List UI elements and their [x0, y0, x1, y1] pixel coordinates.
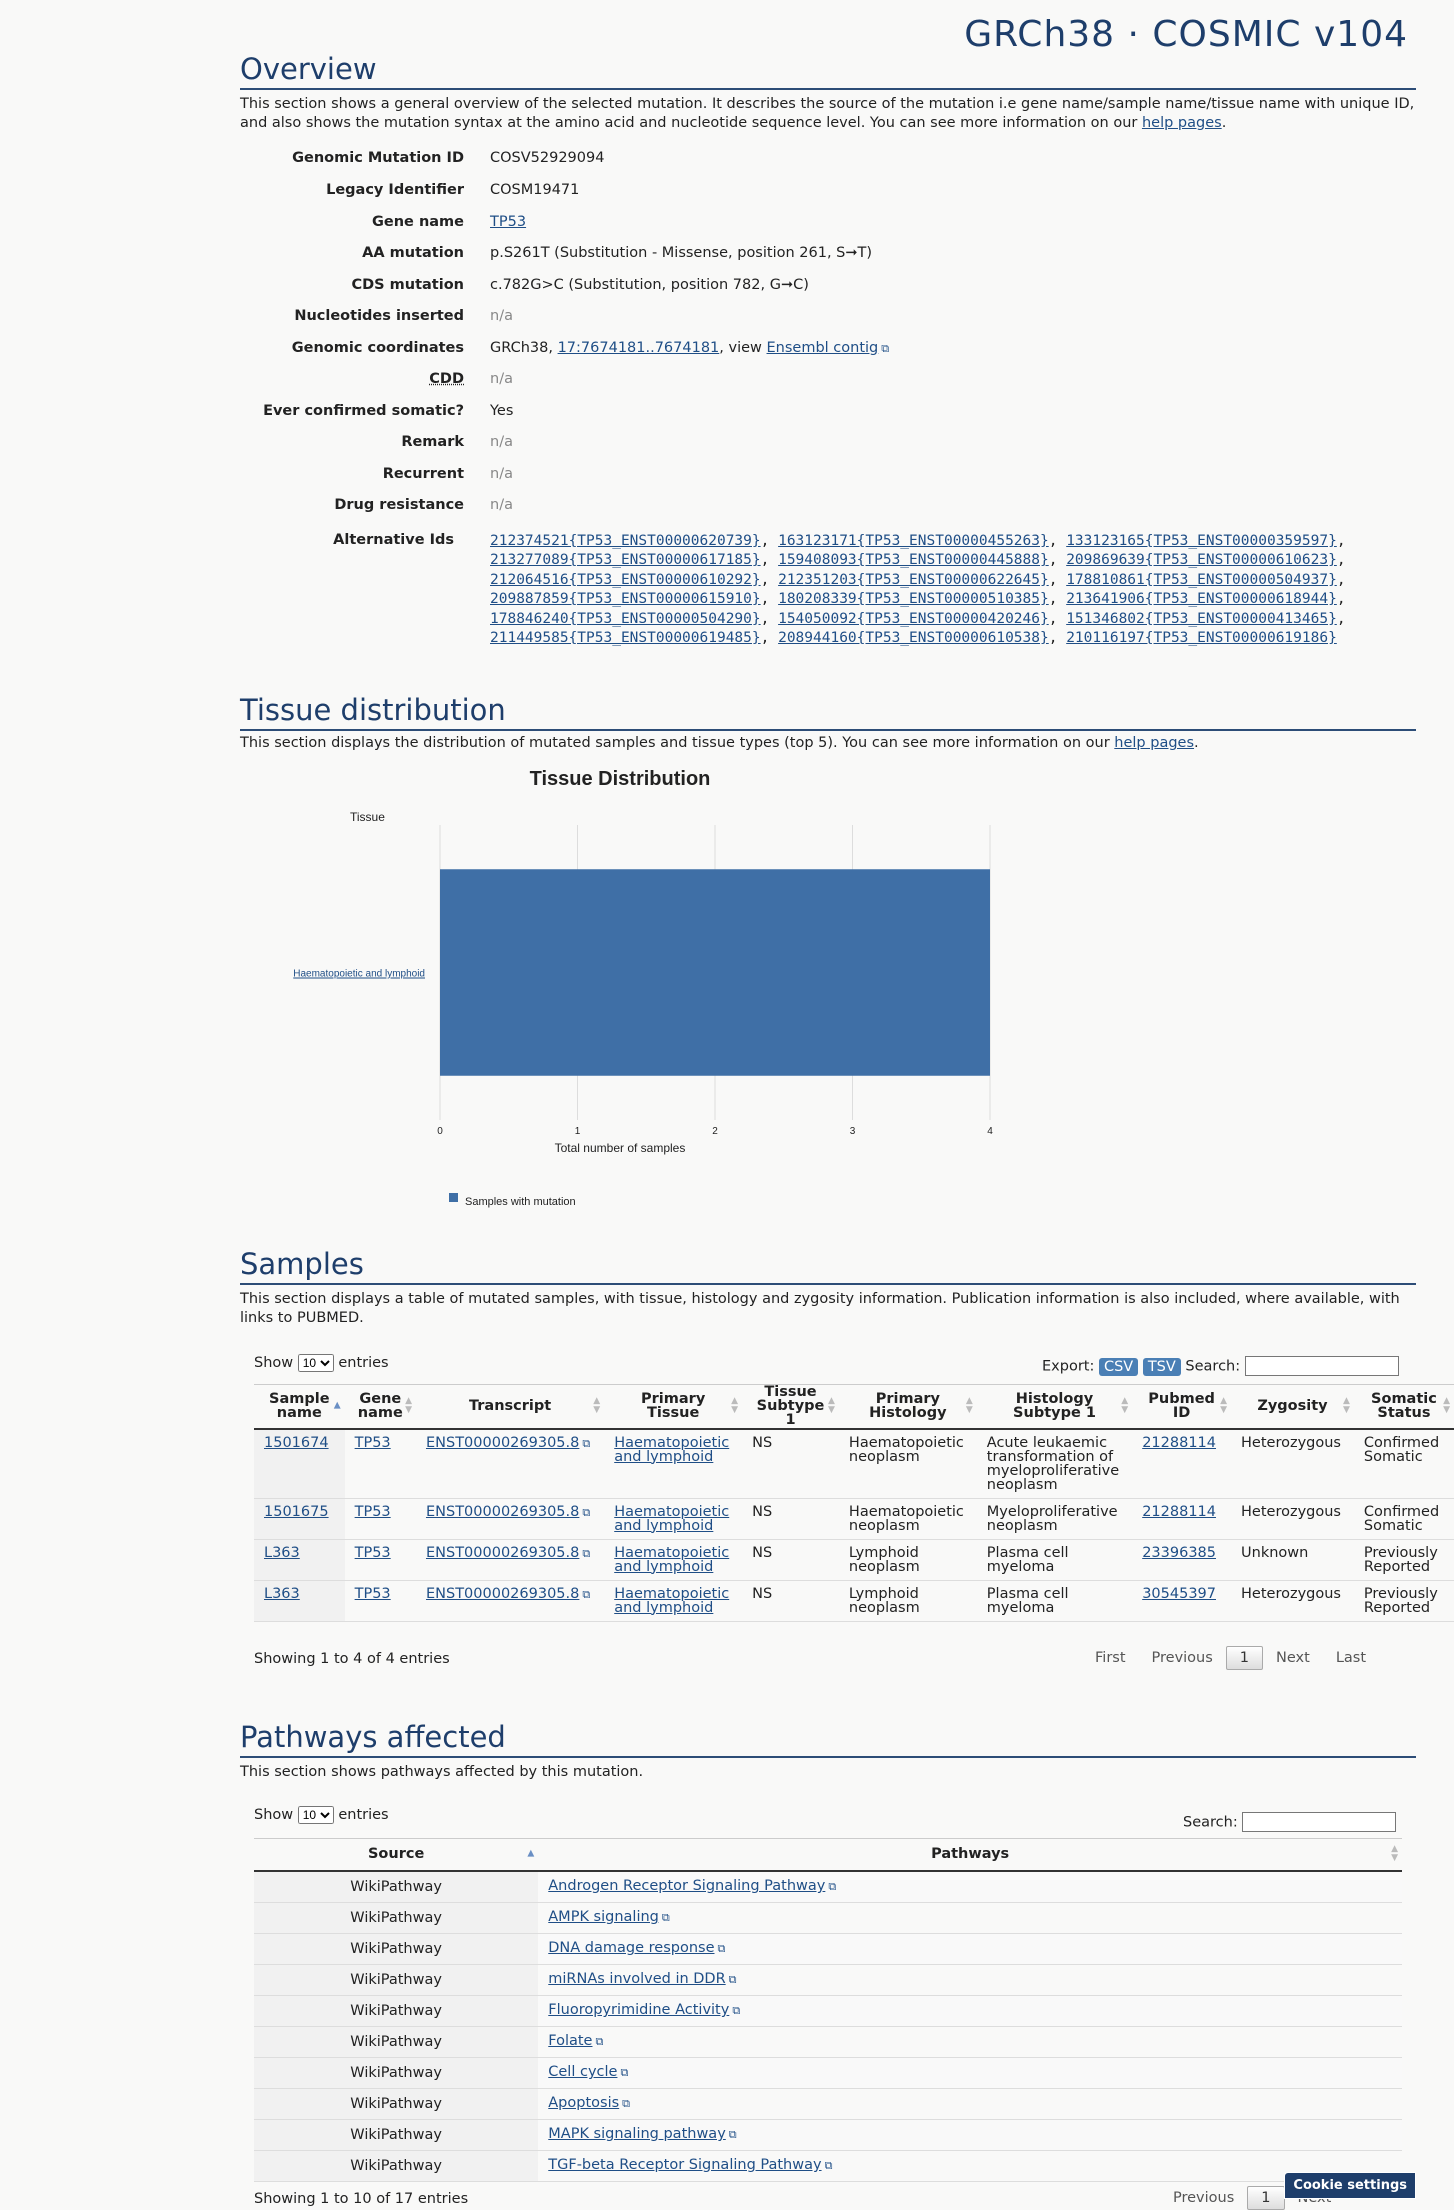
cell-transcript[interactable]: ENST00000269305.8 — [425, 1544, 580, 1561]
cell-sample[interactable]: 1501674 — [264, 1434, 329, 1451]
sort-ascending-icon: ▲ — [527, 1848, 535, 1859]
external-link-icon: ⧉ — [620, 2066, 629, 2079]
cell-transcript[interactable]: ENST00000269305.8 — [425, 1434, 580, 1451]
legend-label: Samples with mutation — [465, 1196, 576, 1208]
category-label[interactable]: Haematopoietic and lymphoid — [293, 968, 425, 980]
export-csv-button[interactable]: CSV — [1099, 1358, 1138, 1376]
sort-icon: ▲ ▼ — [1391, 1844, 1398, 1864]
row-cds-mutation: CDS mutation c.782G>C (Substitution, position 782, G➞C) — [351, 277, 809, 293]
pathway-link[interactable]: Fluoropyrimidine Activity — [548, 2002, 730, 2018]
cell-gene[interactable]: TP53 — [354, 1434, 391, 1451]
alternative-id-link[interactable]: 133123165{TP53_ENST00000359597} — [1066, 533, 1337, 549]
cell-sample[interactable]: L363 — [264, 1585, 300, 1602]
samples-column-header[interactable]: Tissue Subtype 1 ▲ ▼ — [742, 1385, 839, 1429]
tissue-distribution-title: Tissue distribution — [240, 693, 1416, 731]
x-tick-label: 0 — [437, 1126, 443, 1137]
pathway-source: WikiPathway — [350, 2033, 442, 2050]
external-link-icon: ⧉ — [732, 2004, 741, 2017]
x-tick-label: 2 — [712, 1126, 718, 1137]
cell-tissue[interactable]: Haematopoietic and lymphoid — [614, 1434, 730, 1465]
external-link-icon: ⧉ — [622, 2097, 631, 2110]
samples-search-input[interactable] — [1245, 1356, 1399, 1376]
pathways-pager-previous[interactable]: Previous — [1173, 2190, 1235, 2206]
external-link-icon: ⧉ — [582, 1436, 591, 1450]
pathways-table-row — [254, 1871, 1402, 1903]
pathway-link[interactable]: MAPK signaling pathway — [548, 2126, 726, 2142]
samples-column-header[interactable]: Pubmed ID ▲ ▼ — [1132, 1385, 1231, 1429]
pathway-link[interactable]: TGF-beta Receptor Signaling Pathway — [548, 2157, 822, 2173]
pathway-link[interactable]: DNA damage response — [548, 1940, 715, 1956]
cell-zygosity: Heterozygous — [1241, 1585, 1341, 1602]
samples-table-row — [254, 1498, 1454, 1539]
cds-mutation-value: c.782G>C (Substitution, position 782, G➞C) — [490, 277, 809, 293]
alternative-id-link[interactable]: 159408093{TP53_ENST00000445888} — [778, 552, 1049, 569]
samples-column-header[interactable]: Transcript ▲ ▼ — [416, 1385, 604, 1429]
pathway-link[interactable]: AMPK signaling — [548, 1909, 659, 1925]
pathway-source: WikiPathway — [350, 2126, 442, 2143]
cell-transcript[interactable]: ENST00000269305.8 — [425, 1585, 580, 1602]
cell-zygosity: Heterozygous — [1241, 1503, 1341, 1520]
overview-title: Overview — [240, 52, 1416, 90]
cell-zygosity: Unknown — [1241, 1544, 1309, 1561]
alternative-id-link[interactable]: 212374521{TP53_ENST00000620739} — [490, 533, 761, 549]
cell-gene[interactable]: TP53 — [354, 1503, 391, 1520]
pathway-source: WikiPathway — [350, 2095, 442, 2112]
row-remark: Remark n/a — [401, 434, 513, 450]
pathways-page-size-select[interactable] — [298, 1806, 334, 1824]
samples-column-header[interactable]: Sample name ▲ — [254, 1385, 345, 1429]
samples-page-size-select[interactable] — [298, 1354, 334, 1372]
pager-last[interactable]: Last — [1335, 1650, 1367, 1666]
external-link-icon: ⧉ — [881, 342, 890, 355]
samples-table — [254, 1384, 1454, 1622]
alternative-id-link[interactable]: 208944160{TP53_ENST00000610538} — [778, 630, 1049, 647]
cell-histology: Lymphoid neoplasm — [848, 1585, 920, 1616]
samples-table-row — [254, 1580, 1454, 1621]
external-link-icon: ⧉ — [717, 1942, 726, 1955]
cell-hist_subtype: Myeloproliferative neoplasm — [986, 1503, 1118, 1534]
external-link-icon: ⧉ — [582, 1587, 591, 1601]
cell-status: Confirmed Somatic — [1363, 1503, 1440, 1534]
legend-swatch — [449, 1193, 458, 1202]
alternative-id-link[interactable]: 151346802{TP53_ENST00000413465} — [1066, 610, 1337, 627]
x-tick-label: 4 — [987, 1126, 993, 1137]
alternative-id-link[interactable]: 213277089{TP53_ENST00000617185} — [490, 552, 761, 569]
alternative-id-link[interactable]: 213641906{TP53_ENST00000618944} — [1066, 591, 1337, 608]
tissue-description: This section displays the distribution of mutated samples and tissue types (top 5). You can see more information on our help pages. — [240, 735, 1199, 751]
samples-column-header[interactable]: Zygosity ▲ ▼ — [1231, 1385, 1354, 1429]
pathways-table-row — [254, 1995, 1402, 2026]
gene-name-link[interactable]: TP53 — [490, 214, 527, 230]
tissue-distribution-chart — [240, 765, 1040, 1225]
alternative-ids-list: 212374521{TP53_ENST00000620739}, 163123171{TP53_ENST00000455263}, 133123165{TP53_ENST00000359597}, 213277089{TP53_ENST00000617185}, 159408093{TP53_ENST00000445888}, 209869639{TP53_ENST00000610623}, 212064516{TP53_ENST00000610292}, 212351203{TP53_ENST00000622645}, 178810861{TP53_ENST00000504937}, 209887859{TP53_ENST00000615910}, 180208339{TP53_ENST00000510385}, 213641906{TP53_ENST00000618944}, 178846240{TP53_ENST00000504290}, 154050092{TP53_ENST00000420246}, 151346802{TP53_ENST00000413465}, 211449585{TP53_ENST00000619485}, 208944160{TP53_ENST00000610538}, 210116197{TP53_ENST00000619186} — [490, 533, 1346, 647]
pathway-link[interactable]: Folate — [548, 2033, 593, 2049]
cell-pubmed[interactable]: 21288114 — [1142, 1503, 1216, 1520]
samples-table-row — [254, 1539, 1454, 1580]
cell-gene[interactable]: TP53 — [354, 1585, 391, 1602]
samples-length-control: Show 10 entries — [254, 1354, 389, 1372]
legacy-identifier-value: COSM19471 — [490, 182, 580, 198]
sort-icon: ▲ ▼ — [1342, 1396, 1350, 1416]
alternative-id-link[interactable]: 209869639{TP53_ENST00000610623} — [1066, 552, 1337, 569]
overview-description: This section shows a general overview of the selected mutation. It describes the source of the mutation i.e gene name/sample name/tissue name with unique ID, and also shows the mutation syntax at the amino acid and nucleotide sequence level. You can see more information on our help pages. — [240, 96, 1415, 131]
samples-table-row — [254, 1429, 1454, 1499]
alternative-id-link[interactable]: 178846240{TP53_ENST00000504290} — [490, 610, 761, 627]
cell-histology: Lymphoid neoplasm — [848, 1544, 920, 1575]
pathways-table-row — [254, 1933, 1402, 1964]
sort-icon: ▲ ▼ — [593, 1396, 601, 1416]
pathways-table-row — [254, 2119, 1402, 2150]
pathway-link[interactable]: Androgen Receptor Signaling Pathway — [548, 1878, 826, 1894]
alternative-id-link[interactable]: 209887859{TP53_ENST00000615910} — [490, 591, 761, 608]
help-pages-link-2[interactable]: help pages — [1114, 735, 1195, 751]
sort-icon: ▲ ▼ — [1443, 1396, 1450, 1416]
row-cdd: CDD n/a — [429, 371, 513, 387]
row-nucleotides-inserted: Nucleotides inserted n/a — [294, 308, 513, 324]
external-link-icon: ⧉ — [582, 1546, 591, 1560]
samples-title: Samples — [240, 1247, 1416, 1285]
pathways-search-control: Search: — [1183, 1812, 1396, 1832]
row-ever-confirmed-somatic: Ever confirmed somatic? Yes — [263, 403, 514, 419]
alternative-id-link[interactable]: 212064516{TP53_ENST00000610292} — [490, 571, 761, 588]
pathway-link[interactable]: Apoptosis — [548, 2095, 620, 2111]
alternative-id-link[interactable]: 178810861{TP53_ENST00000504937} — [1066, 571, 1337, 588]
pathway-source: WikiPathway — [350, 1909, 442, 1926]
external-link-icon: ⧉ — [828, 1880, 837, 1893]
external-link-icon: ⧉ — [728, 2128, 737, 2141]
pathways-description: This section shows pathways affected by this mutation. — [240, 1764, 644, 1780]
pathways-column-header[interactable]: Pathways ▲ ▼ — [538, 1839, 1402, 1871]
samples-export-controls: Export: CSV TSV Search: — [1042, 1356, 1399, 1376]
pathway-link[interactable]: miRNAs involved in DDR — [548, 1971, 726, 1987]
row-recurrent: Recurrent n/a — [382, 466, 513, 482]
pager-page-1[interactable]: 1 — [1226, 1646, 1263, 1670]
row-gene-name: Gene name TP53 — [372, 214, 527, 230]
cell-histology: Haematopoietic neoplasm — [848, 1434, 964, 1465]
row-legacy-identifier: Legacy Identifier COSM19471 — [326, 182, 580, 198]
pathways-table-row — [254, 2150, 1402, 2181]
sort-icon: ▲ ▼ — [731, 1396, 739, 1416]
ensembl-contig-link[interactable]: Ensembl contig — [766, 340, 879, 356]
alternative-id-link[interactable]: 212351203{TP53_ENST00000622645} — [778, 571, 1049, 588]
help-pages-link[interactable]: help pages — [1141, 115, 1222, 131]
assembly-title: GRCh38 · COSMIC v104 — [964, 14, 1408, 55]
x-tick-label: 3 — [849, 1126, 856, 1137]
external-link-icon: ⧉ — [595, 2035, 604, 2048]
pager-first[interactable]: First — [1095, 1650, 1126, 1666]
pathway-source: WikiPathway — [350, 2157, 442, 2174]
cell-subtype: NS — [752, 1544, 773, 1561]
cell-zygosity: Heterozygous — [1241, 1434, 1341, 1451]
pathways-title: Pathways affected — [240, 1720, 1416, 1758]
pathway-source: WikiPathway — [350, 1878, 442, 1895]
pager-previous[interactable]: Previous — [1151, 1650, 1213, 1666]
cell-subtype: NS — [752, 1434, 773, 1451]
row-alternative-ids: Alternative Ids — [333, 532, 454, 548]
cell-pubmed[interactable]: 30545397 — [1142, 1585, 1216, 1602]
alternative-id-link[interactable]: 163123171{TP53_ENST00000455263} — [778, 533, 1049, 549]
chart-x-axis-label: Total number of samples — [554, 1141, 686, 1155]
cell-hist_subtype: Plasma cell myeloma — [986, 1585, 1069, 1616]
export-tsv-button[interactable]: TSV — [1143, 1358, 1181, 1376]
pathways-search-input[interactable] — [1242, 1812, 1396, 1832]
cell-subtype: NS — [752, 1503, 773, 1520]
cell-pubmed[interactable]: 23396385 — [1142, 1544, 1216, 1561]
pathways-table-row — [254, 2057, 1402, 2088]
cell-sample[interactable]: L363 — [264, 1544, 300, 1561]
pager-next[interactable]: Next — [1276, 1650, 1310, 1666]
row-aa-mutation: AA mutation p.S261T (Substitution - Missense, position 261, S➞T) — [362, 245, 873, 261]
genomic-mutation-id-value: COSV52929094 — [490, 150, 605, 166]
external-link-icon: ⧉ — [582, 1505, 591, 1519]
aa-mutation-value: p.S261T (Substitution - Missense, position 261, S➞T) — [490, 245, 873, 261]
pathways-table-row — [254, 1964, 1402, 1995]
bar — [440, 869, 990, 1076]
cell-tissue[interactable]: Haematopoietic and lymphoid — [614, 1585, 730, 1616]
alternative-id-link[interactable]: 180208339{TP53_ENST00000510385} — [778, 591, 1049, 608]
coordinates-link[interactable]: 17:7674181..7674181 — [557, 340, 720, 356]
samples-column-header[interactable]: Histology Subtype 1 ▲ ▼ — [977, 1385, 1132, 1429]
cell-tissue[interactable]: Haematopoietic and lymphoid — [614, 1503, 730, 1534]
cell-tissue[interactable]: Haematopoietic and lymphoid — [614, 1544, 730, 1575]
alternative-id-link[interactable]: 211449585{TP53_ENST00000619485} — [490, 630, 761, 647]
cookie-settings-button[interactable]: Cookie settings — [1284, 2172, 1416, 2199]
sort-icon: ▲ ▼ — [405, 1396, 412, 1416]
cell-status: Previously Reported — [1363, 1585, 1438, 1616]
sort-icon: ▲ ▼ — [1121, 1396, 1129, 1416]
cell-status: Previously Reported — [1363, 1544, 1438, 1575]
samples-column-header[interactable]: Somatic Status ▲ ▼ — [1354, 1385, 1454, 1429]
pathway-source: WikiPathway — [350, 1971, 442, 1988]
row-genomic-mutation-id: Genomic Mutation ID COSV52929094 — [292, 150, 605, 166]
pathways-table-row — [254, 1902, 1402, 1933]
cell-gene[interactable]: TP53 — [354, 1544, 391, 1561]
cell-histology: Haematopoietic neoplasm — [848, 1503, 964, 1534]
cell-subtype: NS — [752, 1585, 773, 1602]
pathways-table — [254, 1838, 1402, 2182]
pathway-source: WikiPathway — [350, 2002, 442, 2019]
cell-pubmed[interactable]: 21288114 — [1142, 1434, 1216, 1451]
pathway-source: WikiPathway — [350, 1940, 442, 1957]
samples-info: Showing 1 to 4 of 4 entries — [254, 1651, 450, 1667]
sort-ascending-icon: ▲ — [333, 1400, 341, 1411]
pathways-column-header[interactable]: Source ▲ — [254, 1839, 538, 1871]
alternative-id-link[interactable]: 210116197{TP53_ENST00000619186} — [1066, 630, 1337, 647]
sort-icon: ▲ ▼ — [965, 1396, 973, 1416]
cell-status: Confirmed Somatic — [1363, 1434, 1440, 1465]
cell-hist_subtype: Acute leukaemic transformation of myeloproliferative neoplasm — [986, 1434, 1120, 1493]
samples-column-header[interactable]: Gene name ▲ ▼ — [345, 1385, 416, 1429]
samples-description: This section displays a table of mutated samples, with tissue, histology and zygosity information. Publication information is also included, where available, with links to PUBMED. — [240, 1291, 1400, 1326]
row-genomic-coordinates: Genomic coordinates GRCh38, 17:7674181..7674181, view Ensembl contig ⧉ — [291, 340, 890, 356]
external-link-icon: ⧉ — [661, 1911, 670, 1924]
pathways-table-row — [254, 2088, 1402, 2119]
pathways-pager-page-1[interactable]: 1 — [1247, 2186, 1284, 2210]
pathway-link[interactable]: Cell cycle — [548, 2064, 618, 2080]
pathways-table-row — [254, 2026, 1402, 2057]
samples-pagination — [1082, 1646, 1379, 1670]
samples-column-header[interactable]: Primary Histology ▲ ▼ — [839, 1385, 977, 1429]
x-tick-label: 1 — [574, 1126, 581, 1137]
alternative-id-link[interactable]: 154050092{TP53_ENST00000420246} — [778, 610, 1049, 627]
pathway-source: WikiPathway — [350, 2064, 442, 2081]
pathways-info: Showing 1 to 10 of 17 entries — [254, 2191, 469, 2207]
external-link-icon: ⧉ — [824, 2159, 833, 2172]
external-link-icon: ⧉ — [728, 1973, 737, 1986]
chart-y-axis-label: Tissue — [350, 810, 385, 824]
cell-transcript[interactable]: ENST00000269305.8 — [425, 1503, 580, 1520]
sort-icon: ▲ ▼ — [1220, 1396, 1228, 1416]
cell-sample[interactable]: 1501675 — [264, 1503, 329, 1520]
pathways-length-control: Show 10 entries — [254, 1806, 389, 1824]
sort-icon: ▲ ▼ — [828, 1396, 835, 1416]
row-drug-resistance: Drug resistance n/a — [334, 497, 513, 513]
cell-hist_subtype: Plasma cell myeloma — [986, 1544, 1069, 1575]
chart-title: Tissue Distribution — [529, 768, 711, 790]
samples-column-header[interactable]: Primary Tissue ▲ ▼ — [604, 1385, 742, 1429]
